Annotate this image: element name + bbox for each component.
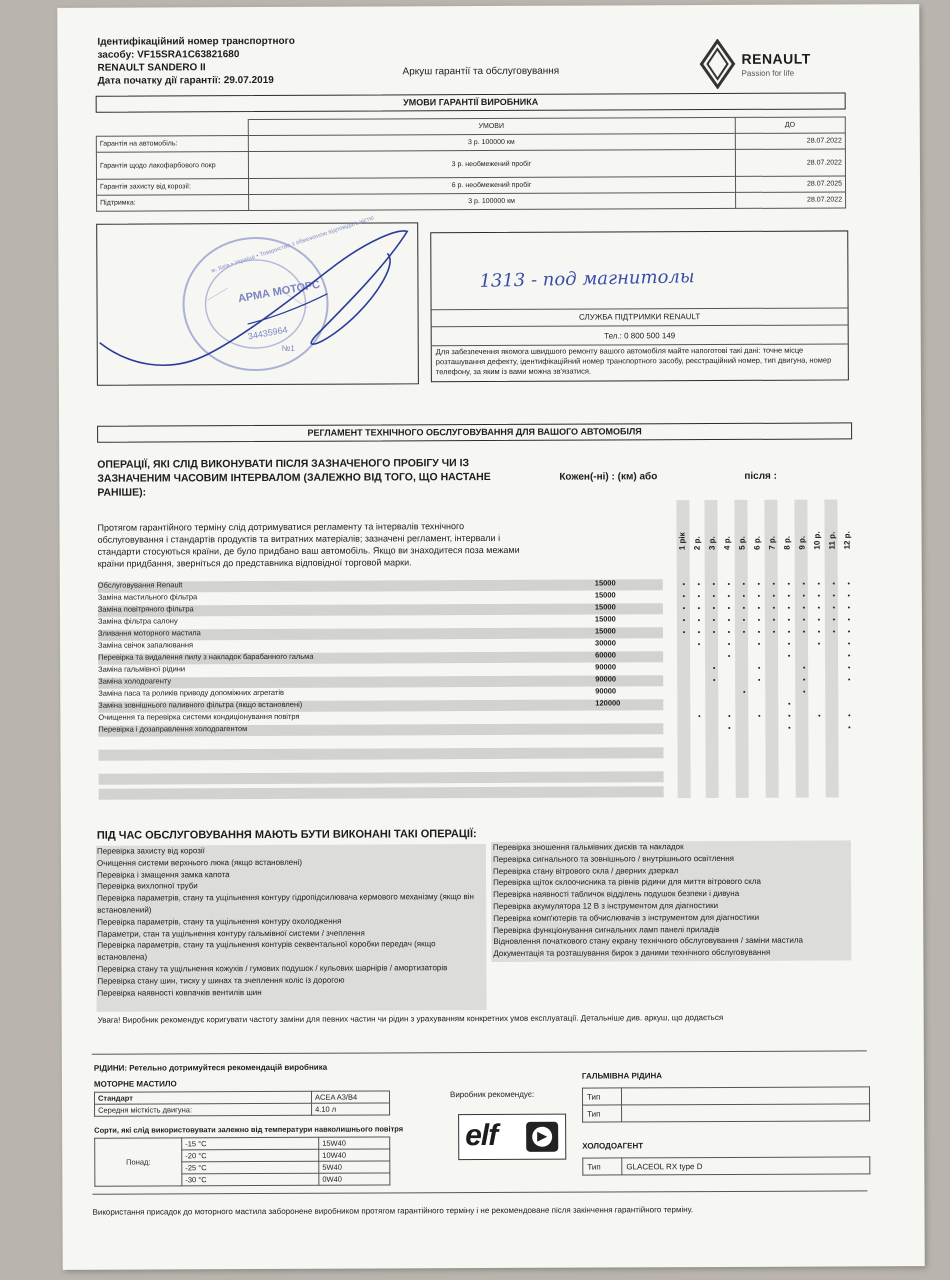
service-op: Перевірка щіток склоочисника та рівнів рідини для миття вітрового скла	[493, 877, 761, 888]
doc-title: Аркуш гарантії та обслуговування	[402, 65, 560, 78]
schedule-dot	[848, 630, 850, 632]
schedule-dot	[758, 583, 760, 585]
service-op: Перевірка параметрів, стану та ущільнення контуру охолодження	[97, 916, 342, 927]
schedule-dot	[743, 691, 745, 693]
grade: 10W40	[319, 1149, 390, 1161]
warranty-label: Гарантія щодо лакофарбового покр	[96, 152, 248, 180]
schedule-dot	[833, 606, 835, 608]
service-op: Відновлення початкового стану екрану технічного обслуговування / заміни мастила	[493, 936, 804, 947]
schedule-dot	[698, 619, 700, 621]
schedule-marks	[57, 4, 919, 8]
schedule-dot	[788, 607, 790, 609]
schedule-dot	[758, 595, 760, 597]
schedule-dot	[788, 583, 790, 585]
vin-line-2: засобу: VF15SRA1C63821680	[97, 49, 240, 61]
schedule-dot	[788, 631, 790, 633]
schedule-dot	[698, 643, 700, 645]
schedule-dot	[728, 715, 730, 717]
service-ops-left	[97, 844, 482, 999]
coolant-type: GLACEOL RX type D	[622, 1157, 870, 1175]
service-op: Перевірка стану та ущільнення кожухів / гумових подушок / кульових шарнірів / амортизаторів	[97, 963, 448, 974]
brand-tagline: Passion for life	[741, 68, 795, 78]
schedule-dot	[833, 630, 835, 632]
schedule-dot	[758, 619, 760, 621]
temp: -25 °C	[182, 1161, 319, 1174]
schedule-dot	[713, 607, 715, 609]
service-op: Перевірка параметрів, стану та ущільнення контуру гідропідсилювача кермового механізму (якщо він встановлений)	[97, 892, 474, 915]
vehicle-info	[97, 35, 295, 88]
year-label: 11 р.	[827, 531, 837, 550]
coolant-table	[582, 1156, 870, 1175]
schedule-dot	[803, 631, 805, 633]
service-op: Перевірка наявності ковпачків вентилів шин	[97, 987, 262, 998]
service-op: Перевірка стану вітрового скла / дверних дзеркал	[493, 865, 679, 876]
temp: -15 °C	[182, 1137, 319, 1150]
operation-km: 30000	[595, 638, 616, 648]
service-warning: Увага! Виробник рекомендує коригувати частоту заміни для певних частин чи рідин з урахуванням конкретних умов експлуатації. Детальніше див. аркуш, що додається	[97, 1012, 724, 1025]
stamp-number: №1	[281, 343, 295, 353]
schedule-dot	[728, 619, 730, 621]
operation-km: 90000	[595, 662, 617, 672]
schedule-dot	[788, 643, 790, 645]
type-label: Тип	[583, 1105, 622, 1122]
service-op: Перевірка вихлопної труби	[97, 881, 198, 892]
service-op: Очищення системи верхнього люка (якщо встановлені)	[96, 857, 303, 868]
schedule-dot	[713, 667, 715, 669]
warranty-condition: 3 р. 100000 км	[248, 133, 735, 151]
schedule-dot	[788, 727, 790, 729]
service-op: Перевірка сигнального та зовнішнього / внутрішнього освітлення	[492, 853, 734, 864]
service-op: Перевірка параметрів, стану та ущільнення контурів секвентальної коробки передач (якщо встановлена)	[97, 939, 436, 962]
year-label: 6 р.	[752, 536, 762, 550]
vehicle-model: RENAULT SANDERO II	[97, 62, 206, 74]
warranty-section-title: УМОВИ ГАРАНТІЇ ВИРОБНИКА	[96, 92, 846, 112]
service-op: Перевірка комп'ютерів та обчислювачів з інструментом для діагностики	[493, 912, 760, 923]
schedule-dot	[788, 703, 790, 705]
elf-emblem-icon	[525, 1121, 559, 1153]
service-op: Перевірка стану шин, тиску у шинах та зчеплення коліс із дорогою	[97, 975, 345, 986]
every-km-label: Кожен(-ні) : (км) або	[559, 471, 658, 483]
operation-km: 60000	[595, 650, 616, 660]
col-until: ДО	[735, 117, 846, 133]
schedule-dot	[683, 583, 685, 585]
schedule-dot	[743, 619, 745, 621]
schedule-dot	[818, 583, 820, 585]
schedule-dot	[698, 631, 700, 633]
year-label: 2 р.	[692, 536, 702, 551]
schedule-dot	[728, 655, 730, 657]
schedule-dot	[803, 595, 805, 597]
year-label: 8 р.	[782, 535, 792, 550]
schedule-dot	[848, 726, 850, 728]
schedule-dot	[728, 631, 730, 633]
schedule-dot	[818, 631, 820, 633]
warranty-until: 28.07.2022	[735, 133, 846, 149]
schedule-dot	[683, 595, 685, 597]
operation-km: 15000	[594, 578, 616, 588]
col-conditions: УМОВИ	[248, 117, 735, 135]
operation-name: Заміна паса та роликів приводу допоміжних агрегатів	[98, 687, 285, 698]
operation-name: Перевірка і дозаправлення холодоагентом	[98, 724, 248, 734]
schedule-dot	[818, 715, 820, 717]
schedule-dot	[728, 727, 730, 729]
schedule-dot	[758, 631, 760, 633]
year-label: 1 рік	[677, 532, 687, 551]
service-op: Документація та розташування бирок з даними технічного обслуговування	[493, 947, 771, 959]
schedule-dot	[713, 595, 715, 597]
stamp-ring-text: м. Київ • Україна • Товариство з обмеженою відповідальністю	[210, 215, 375, 275]
service-ops-heading: ПІД ЧАС ОБСЛУГОВУВАННЯ МАЮТЬ БУТИ ВИКОНАНІ ТАКІ ОПЕРАЦІЇ:	[96, 828, 477, 842]
warranty-start-date: Дата початку дії гарантії: 29.07.2019	[97, 74, 274, 87]
schedule-dot	[683, 607, 685, 609]
operation-km: 15000	[594, 626, 616, 636]
dealer-stamp-box	[96, 215, 419, 385]
brake-fluid-table	[582, 1086, 870, 1122]
operation-km: 90000	[595, 686, 617, 696]
brand-name: RENAULT	[741, 50, 811, 67]
capacity-label: Середня місткість двигуна:	[95, 1103, 312, 1116]
schedule-dot	[713, 631, 715, 633]
fluids-title: РІДИНИ: Ретельно дотримуйтеся рекомендацій виробника	[93, 1062, 328, 1073]
schedule-dot	[758, 715, 760, 717]
schedule-dot	[758, 667, 760, 669]
warranty-until: 28.07.2022	[735, 149, 846, 176]
schedule-dot	[683, 631, 685, 633]
schedule-dot	[818, 619, 820, 621]
grade: 15W40	[319, 1137, 390, 1149]
operation-name: Очищення та перевірка системи кондиціонування повітря	[98, 711, 300, 722]
operation-km: 120000	[595, 698, 621, 708]
operation-km: 15000	[594, 590, 616, 600]
year-label: 5 р.	[737, 536, 747, 550]
schedule-dot	[758, 607, 760, 609]
operation-km: 15000	[594, 614, 616, 624]
schedule-dot	[848, 594, 850, 596]
below-label: Понад:	[95, 1138, 182, 1186]
operation-name: Заміна холодоагенту	[98, 676, 172, 686]
maintenance-section-title: РЕГЛАМЕНТ ТЕХНІЧНОГО ОБСЛУГОВУВАННЯ ДЛЯ ВАШОГО АВТОМОБІЛЯ	[97, 422, 852, 442]
service-op: Перевірка наявності табличок відділень подушок безпеки і дивуна	[493, 889, 740, 900]
service-op: Перевірка акумулятора 12 В з інструментом для діагностики	[493, 900, 719, 911]
schedule-dot	[713, 619, 715, 621]
elf-logo	[458, 1114, 566, 1160]
handwritten-note: 1313 - под магнитолы	[479, 266, 695, 292]
schedule-dot	[848, 582, 850, 584]
schedule-dot	[698, 583, 700, 585]
schedule-dot	[848, 606, 850, 608]
elf-text: elf	[465, 1118, 498, 1153]
year-label: 12 р.	[842, 531, 852, 550]
schedule-dot	[683, 619, 685, 621]
operation-name: Заміна гальмівної рідини	[98, 664, 186, 674]
coolant-title: ХОЛОДОАГЕНТ	[582, 1141, 644, 1151]
year-label: 4 р.	[722, 536, 732, 550]
schedule-dot	[803, 667, 805, 669]
schedule-dot	[788, 619, 790, 621]
service-op: Перевірка зношення гальмівних дисків та накладок	[492, 842, 684, 852]
maintenance-heading: ОПЕРАЦІЇ, ЯКІ СЛІД ВИКОНУВАТИ ПІСЛЯ ЗАЗНАЧЕНОГО ПРОБІГУ ЧИ ІЗ ЗАЗНАЧЕНИМ ЧАСОВИМ ІНТЕРВАЛОМ (ЗАЛЕЖНО ВІД ТОГО, ЩО НАСТАНЕ РАНІШЕ):	[97, 457, 491, 499]
grades-title: Сорти, які слід використовувати залежно від температури навколишнього повітря	[94, 1124, 404, 1135]
maintenance-intro: Протягом гарантійного терміну слід дотримуватися регламенту та інтервалів технічного обслуговування і стандартів продуктів та витратних матеріалів; зазначені регламент, інтервали і стандарти стосуються країни, де було придбано ваш автомобіль. Якщо ви знаходитеся поза межами країни придбання, зверніться до представника відповідної торговой марки.	[97, 521, 520, 569]
capacity-value: 4.10 л	[312, 1103, 390, 1115]
schedule-dot	[758, 643, 760, 645]
renault-diamond-icon	[697, 39, 737, 89]
warranty-condition: 3 р. необмежений пробіг	[248, 149, 735, 178]
schedule-dot	[818, 595, 820, 597]
schedule-dot	[848, 678, 850, 680]
schedule-dot	[848, 642, 850, 644]
table-row	[96, 149, 845, 179]
stamp-code: 34435964	[247, 324, 289, 342]
schedule-dot	[803, 607, 805, 609]
schedule-dot	[728, 595, 730, 597]
schedule-dot	[713, 679, 715, 681]
temp: -20 °C	[182, 1149, 319, 1162]
operation-name: Заміна фільтра салону	[97, 616, 178, 626]
schedule-dot	[803, 691, 805, 693]
service-op: Перевірка функціонування сигнальних ламп панелі приладів	[493, 924, 720, 935]
schedule-dot	[773, 607, 775, 609]
warranty-until: 28.07.2022	[735, 192, 846, 208]
support-title: СЛУЖБА ПІДТРИМКИ RENAULT	[578, 312, 701, 322]
warranty-label: Гарантія на автомобіль:	[96, 136, 248, 153]
stamp-center-text: АРМА МОТОРС	[237, 278, 321, 306]
service-op: Параметри, стан та ущільнення контуру гальмівної системи / зчеплення	[97, 928, 365, 939]
type-label: Тип	[582, 1088, 621, 1105]
schedule-dot	[698, 595, 700, 597]
schedule-dot	[833, 582, 835, 584]
schedule-dot	[833, 594, 835, 596]
schedule-dot	[803, 679, 805, 681]
operation-name: Обслуговування Renault	[97, 580, 183, 590]
year-label: 9 р.	[797, 535, 807, 550]
schedule-dot	[698, 715, 700, 717]
standard-label: Стандарт	[94, 1091, 311, 1104]
operation-name: Заміна повітряного фільтра	[97, 604, 194, 614]
grade: 5W40	[319, 1161, 390, 1173]
year-label: 10 р.	[812, 531, 822, 550]
schedule-dot	[818, 643, 820, 645]
schedule-dot	[848, 618, 850, 620]
operation-name: Заміна свічок запалювання	[98, 640, 194, 650]
year-label: 3 р.	[707, 536, 717, 551]
operation-km: 90000	[595, 674, 617, 684]
operation-km: 15000	[594, 602, 616, 612]
schedule-dot	[773, 619, 775, 621]
support-box	[430, 230, 849, 382]
warranty-condition: 6 р. необмежений пробіг	[248, 176, 735, 194]
after-label: після :	[744, 470, 778, 482]
schedule-dot	[743, 607, 745, 609]
schedule-dot	[743, 631, 745, 633]
warranty-condition: 3 р. 100000 км	[248, 192, 735, 210]
schedule-dot	[698, 607, 700, 609]
signature	[97, 223, 420, 386]
service-ops-right	[493, 840, 854, 960]
schedule-dot	[848, 714, 850, 716]
schedule-dot	[788, 595, 790, 597]
schedule-dot	[758, 679, 760, 681]
warranty-table	[96, 116, 846, 211]
oil-grades-table	[94, 1136, 390, 1186]
engine-oil-table	[94, 1090, 390, 1116]
schedule-dot	[803, 619, 805, 621]
recommends-label: Виробник рекомендує:	[449, 1089, 535, 1100]
operation-name: Заміна мастильного фільтра	[97, 592, 198, 602]
service-op: Перевірка захисту від корозії	[96, 846, 205, 856]
schedule-dot	[713, 583, 715, 585]
schedule-dot	[788, 715, 790, 717]
type-label: Тип	[583, 1158, 622, 1175]
support-phone: Тел.: 0 800 500 149	[604, 331, 676, 341]
schedule-dot	[728, 583, 730, 585]
warranty-label: Підтримка:	[97, 195, 249, 212]
service-op: Перевірка і змащення замка капота	[97, 869, 230, 880]
schedule-dot	[728, 643, 730, 645]
standard-value: ACEA A3/B4	[311, 1091, 389, 1103]
brake-fluid-title: ГАЛЬМІВНА РІДИНА	[581, 1071, 663, 1081]
warranty-label: Гарантія захисту від корозії:	[96, 179, 248, 196]
schedule-dot	[848, 666, 850, 668]
schedule-dot	[728, 607, 730, 609]
grade: 0W40	[319, 1173, 390, 1185]
support-note: Для забезпечення якомога швидшого ремонту вашого автомобіля майте напоготові такі дані: точне місце розташування дефекту, ідентифікаційний номер транспортного засобу, реєстраційний номер, тип двигуна, номер телефону, за яким із вами можна зв'язатися.	[435, 345, 832, 377]
schedule-dot	[773, 583, 775, 585]
schedule-dot	[773, 595, 775, 597]
year-label: 7 р.	[767, 535, 777, 550]
engine-oil-title: МОТОРНЕ МАСТИЛО	[93, 1079, 177, 1089]
schedule-dot	[773, 631, 775, 633]
operation-name: Заміна зовнішнього паливного фільтра (якщо встановлені)	[98, 699, 303, 710]
temp: -30 °C	[182, 1173, 319, 1186]
renault-logo	[697, 38, 877, 89]
vin-line-1: Ідентифікаційний номер транспортного	[97, 35, 295, 48]
schedule-dot	[848, 654, 850, 656]
additives-footer: Використання присадок до моторного мастила заборонене виробником протягом гарантійного терміну і не рекомендоване після закінчення гарантійного терміну.	[92, 1205, 694, 1217]
operation-name: Перевірка та видалення пилу з накладок барабанного гальма	[98, 651, 314, 662]
schedule-dot	[743, 583, 745, 585]
schedule-dot	[803, 583, 805, 585]
schedule-dot	[818, 607, 820, 609]
schedule-dot	[833, 618, 835, 620]
schedule-dot	[743, 595, 745, 597]
operation-name: Зливання моторного мастила	[97, 628, 201, 638]
table-row	[97, 192, 846, 211]
schedule-dot	[788, 655, 790, 657]
warranty-until: 28.07.2025	[735, 176, 846, 192]
warranty-sheet	[57, 4, 924, 1270]
